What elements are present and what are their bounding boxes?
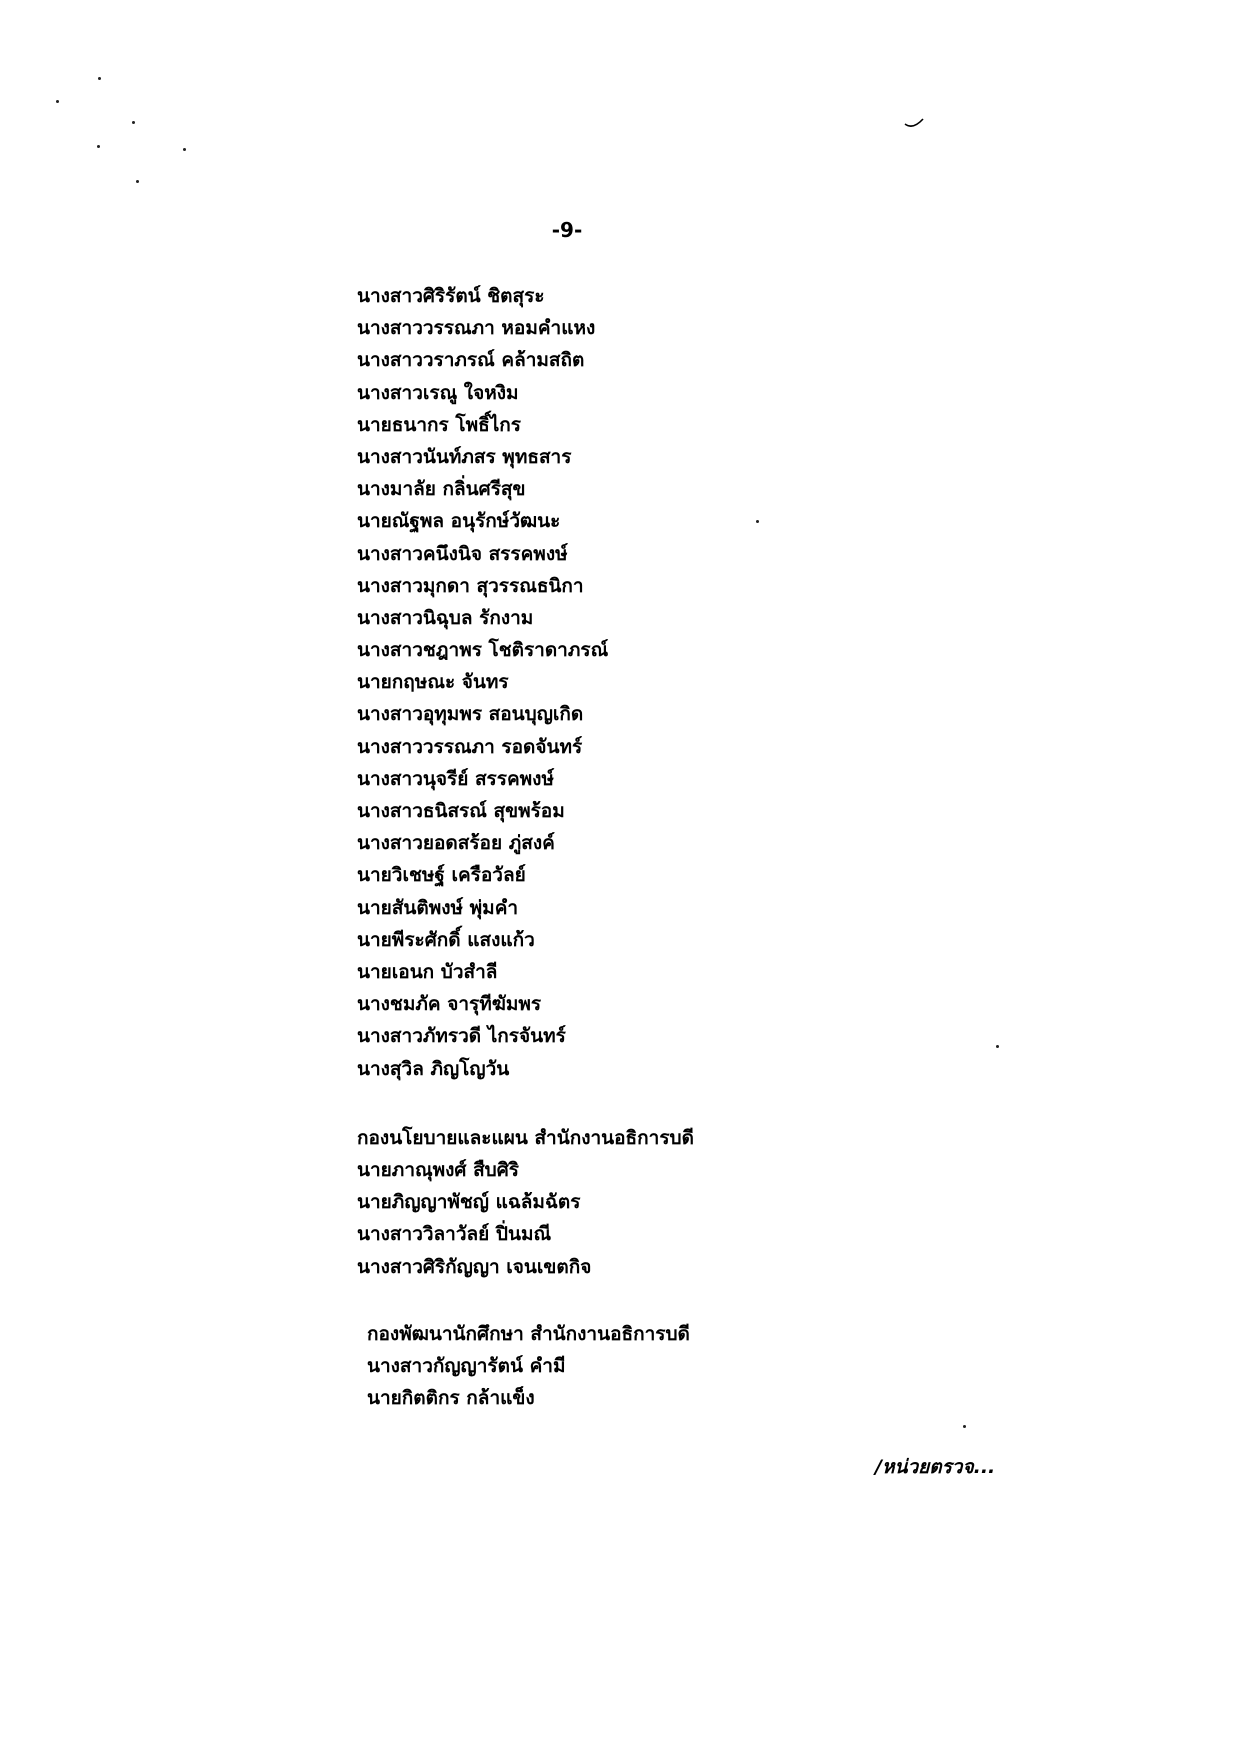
continuation-footer: /หน่วยตรวจ...	[875, 1456, 996, 1478]
scan-speck	[97, 145, 100, 148]
list-item: นายภาณุพงศ์ สืบศิริ	[357, 1159, 520, 1181]
list-item: นายภิญญาพัชญ์ แฉล้มฉัตร	[357, 1191, 581, 1214]
list-item: นางสาวนันท์ภสร พุทธสาร	[357, 445, 572, 468]
list-item: นางสาวอุทุมพร สอนบุญเกิด	[357, 703, 584, 726]
list-item: นายสันติพงษ์ พุ่มคำ	[357, 896, 519, 919]
list-item: นางสาวศิริกัญญา เจนเขตกิจ	[357, 1255, 592, 1278]
list-item: นางสาวนุจรีย์ สรรคพงษ์	[357, 767, 554, 790]
list-item: นางสุวิล ภิญโญวัน	[357, 1057, 510, 1080]
list-item: นายวิเชษฐ์ เครือวัลย์	[357, 864, 526, 887]
list-item: นางสาววรรณภา รอดจันทร์	[357, 735, 583, 758]
list-item: นางชมภัค จารุทีฆัมพร	[357, 993, 542, 1016]
list-item: นายเอนก บัวสำลี	[357, 960, 498, 983]
names-list	[357, 280, 608, 1085]
scan-speck	[136, 180, 139, 183]
page-number: -9-	[551, 218, 583, 242]
list-item: นางสาววรรณภา หอมคำแหง	[357, 317, 596, 340]
list-item: นางสาวธนิสรณ์ สุขพร้อม	[357, 800, 565, 822]
scan-speck	[98, 77, 101, 80]
check-mark-icon	[903, 116, 925, 130]
list-item: นางสาววิลาวัลย์ ปิ่นมณี	[357, 1223, 552, 1246]
scan-speck	[996, 1045, 999, 1048]
scan-speck	[756, 520, 759, 523]
list-item: นายณัฐพล อนุรักษ์วัฒนะ	[357, 510, 561, 533]
scan-speck	[132, 121, 135, 124]
list-item: นางสาวกัญญารัตน์ คำมี	[367, 1355, 566, 1377]
list-item: นางสาวชฎาพร โชติราดาภรณ์	[357, 639, 609, 662]
list-item: นายธนากร โพธิ์ไกร	[357, 413, 521, 436]
scan-speck	[56, 100, 59, 103]
list-item: นายกิตติกร กล้าแข็ง	[367, 1387, 535, 1410]
scan-speck	[963, 1425, 966, 1428]
section-student-development	[367, 1318, 690, 1414]
list-item: นางสาวเรณู ใจหงิม	[357, 381, 519, 404]
list-item: นางสาวมุกดา สุวรรณธนิกา	[357, 574, 584, 597]
list-item: นางสาวยอดสร้อย ภู่สงค์	[357, 832, 555, 855]
section-heading: กองนโยบายและแผน สำนักงานอธิการบดี	[357, 1127, 694, 1149]
list-item: นางสาวคนึงนิจ สรรคพงษ์	[357, 542, 568, 565]
list-item: นายกฤษณะ จันทร	[357, 671, 509, 694]
list-item: นางสาวศิริรัตน์ ชิตสุระ	[357, 285, 545, 307]
section-policy-planning	[357, 1122, 694, 1283]
list-item: นางสาวภัทรวดี ไกรจันทร์	[357, 1025, 566, 1048]
scan-speck	[183, 148, 186, 151]
list-item: นางมาลัย กลิ่นศรีสุข	[357, 478, 526, 501]
list-item: นายพีระศักดิ์ แสงแก้ว	[357, 928, 535, 951]
section-heading: กองพัฒนานักศึกษา สำนักงานอธิการบดี	[367, 1323, 690, 1345]
list-item: นางสาวนิฉุบล รักงาม	[357, 606, 534, 629]
list-item: นางสาววราภรณ์ คล้ามสถิต	[357, 349, 585, 372]
